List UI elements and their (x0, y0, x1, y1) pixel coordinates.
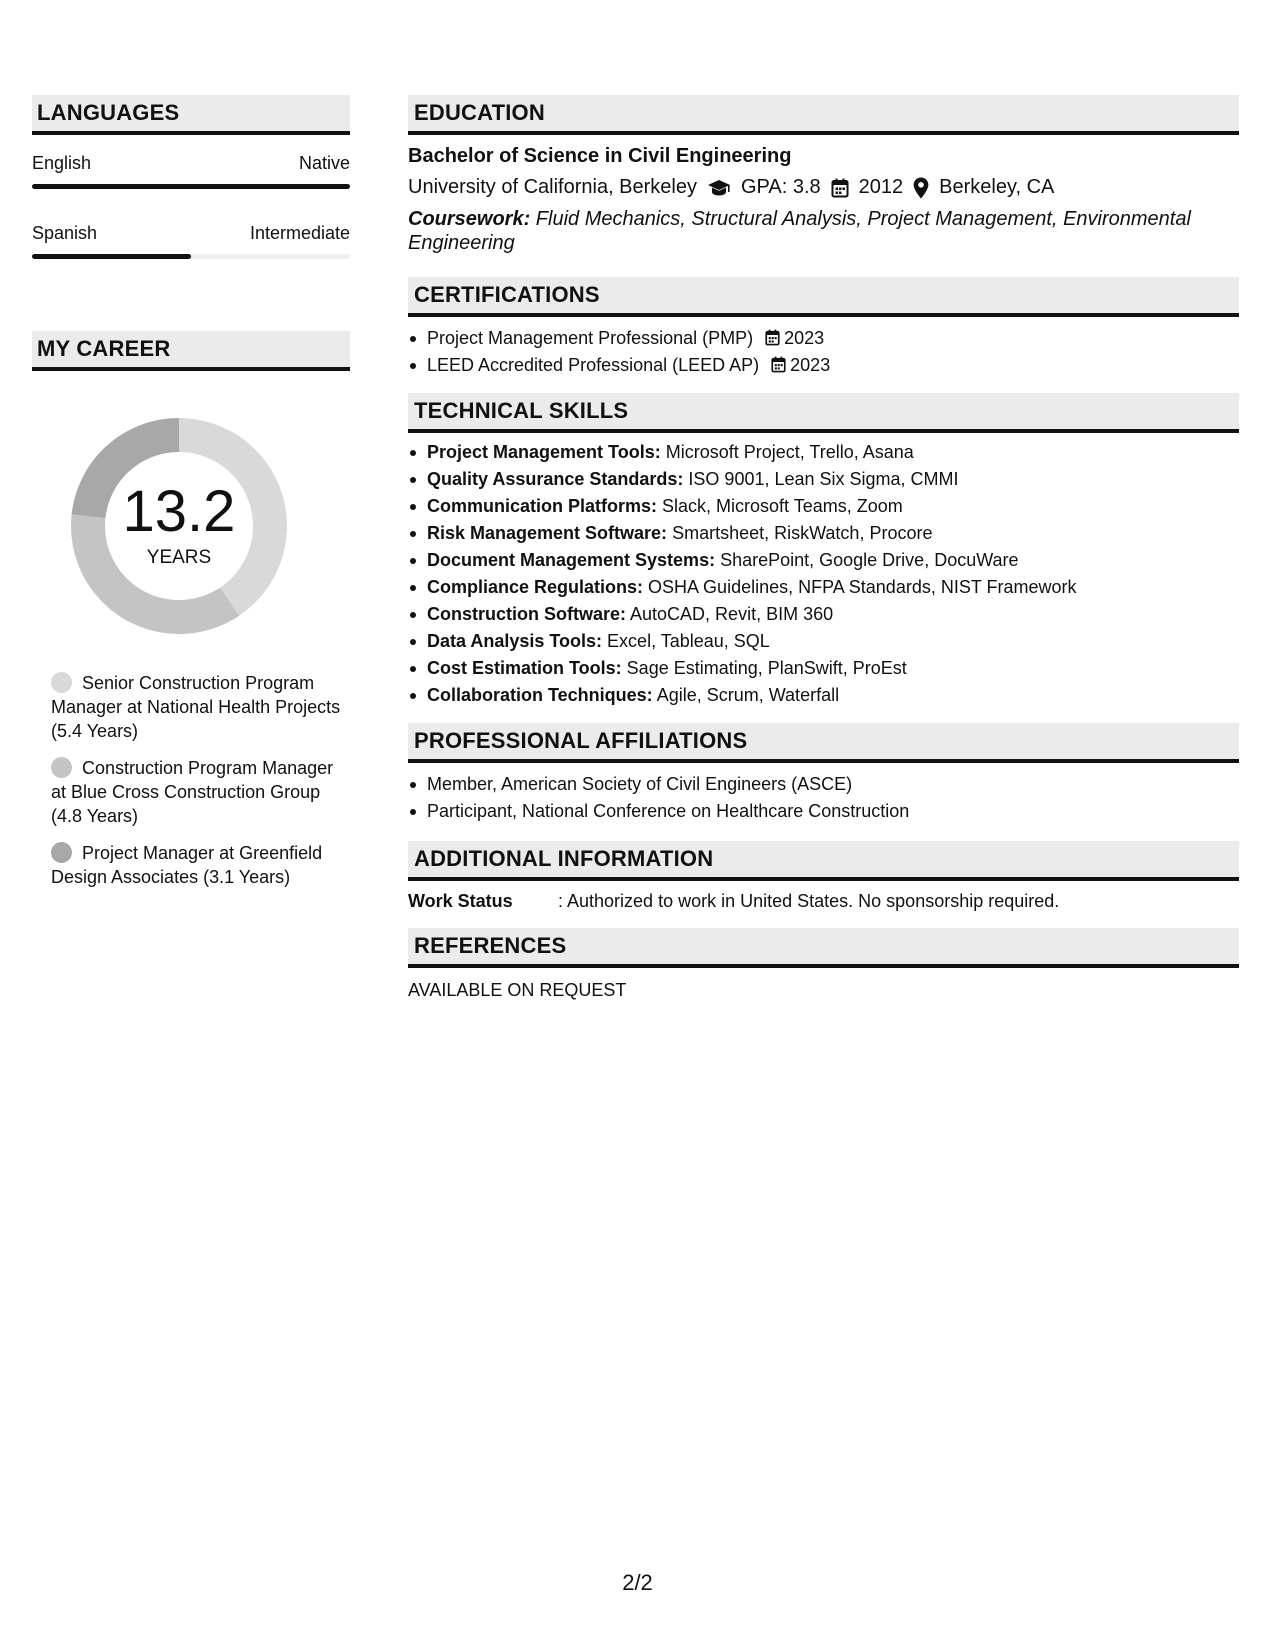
coursework (408, 207, 1239, 255)
skill-item (408, 628, 1239, 655)
additional-info-heading: ADDITIONAL INFORMATION (408, 841, 1239, 881)
career-total-unit: YEARS (146, 547, 212, 568)
page-number: 2/2 (622, 1570, 653, 1595)
language-name: English (32, 153, 92, 173)
right-column (408, 95, 1239, 1001)
skill-values: Agile, Scrum, Waterfall (652, 685, 840, 705)
skill-item (408, 574, 1239, 601)
legend-dot-icon (51, 842, 72, 863)
skill-values: Slack, Microsoft Teams, Zoom (657, 496, 903, 516)
legend-dot-icon (51, 672, 72, 693)
affiliations-list (408, 771, 1239, 825)
career-legend-item (51, 756, 341, 828)
education-heading: EDUCATION (408, 95, 1239, 135)
skill-values: Smartsheet, RiskWatch, Procore (667, 523, 933, 543)
certification-year: 2023 (790, 355, 831, 375)
skill-values: AutoCAD, Revit, BIM 360 (626, 604, 834, 624)
certification-name: Project Management Professional (PMP) (427, 328, 754, 348)
career-legend-label: Project Manager at Greenfield Design Associates (3.1 Years) (51, 843, 323, 887)
career-legend-label: Senior Construction Program Manager at National Health Projects (5.4 Years) (51, 673, 341, 741)
language-item (32, 223, 350, 259)
language-level: Intermediate (249, 223, 350, 243)
school-name: University of California, Berkeley (408, 176, 697, 198)
references-text: AVAILABLE ON REQUEST (408, 980, 627, 1000)
skill-item (408, 601, 1239, 628)
map-pin-icon (913, 177, 929, 199)
technical-skills-list (408, 439, 1239, 709)
language-proficiency-fill (32, 184, 350, 189)
work-status-label: Work Status (408, 891, 513, 911)
language-item (32, 153, 350, 189)
skill-category: Document Management Systems: (427, 550, 716, 570)
skill-item (408, 493, 1239, 520)
skill-item (408, 466, 1239, 493)
skill-values: ISO 9001, Lean Six Sigma, CMMI (683, 469, 959, 489)
affiliation-item: Member, American Society of Civil Engineers (ASCE) (408, 771, 1239, 798)
work-status (408, 891, 1239, 912)
skill-category: Construction Software: (427, 604, 627, 624)
legend-dot-icon (51, 757, 72, 778)
career-legend-item (51, 671, 341, 743)
certifications-list (408, 325, 1239, 379)
certifications-heading: CERTIFICATIONS (408, 277, 1239, 317)
career-heading: MY CAREER (32, 331, 350, 371)
skill-category: Cost Estimation Tools: (427, 658, 622, 678)
skill-category: Compliance Regulations: (427, 577, 644, 597)
affiliation-item: Participant, National Conference on Healthcare Construction (408, 798, 1239, 825)
skill-item (408, 520, 1239, 547)
degree-title: Bachelor of Science in Civil Engineering (408, 145, 792, 167)
skill-item (408, 439, 1239, 466)
career-donut-chart (64, 411, 294, 641)
calendar-icon (831, 178, 849, 198)
graduation-year: 2012 (858, 176, 904, 198)
gpa: GPA: 3.8 (741, 176, 821, 198)
graduation-cap-icon (707, 179, 731, 197)
skill-values: SharePoint, Google Drive, DocuWare (715, 550, 1019, 570)
skill-category: Collaboration Techniques: (427, 685, 653, 705)
certification-name: LEED Accredited Professional (LEED AP) (427, 355, 760, 375)
career-total-years: 13.2 (122, 479, 236, 544)
education-details (408, 176, 1239, 199)
skill-values: Microsoft Project, Trello, Asana (660, 442, 914, 462)
career-legend-item (51, 841, 341, 889)
languages-heading: LANGUAGES (32, 95, 350, 135)
affiliations-heading: PROFESSIONAL AFFILIATIONS (408, 723, 1239, 763)
coursework-list: Fluid Mechanics, Structural Analysis, Project Management, Environmental Engineering (408, 208, 1191, 254)
education-location: Berkeley, CA (939, 176, 1055, 198)
skill-item (408, 547, 1239, 574)
technical-skills-heading: TECHNICAL SKILLS (408, 393, 1239, 433)
language-proficiency-bar (32, 184, 350, 189)
work-status-value: : Authorized to work in United States. No sponsorship required. (558, 891, 1060, 911)
skill-category: Quality Assurance Standards: (427, 469, 684, 489)
calendar-icon (771, 356, 786, 373)
left-column (32, 95, 350, 902)
skill-category: Data Analysis Tools: (427, 631, 603, 651)
skill-category: Project Management Tools: (427, 442, 661, 462)
language-name: Spanish (32, 223, 98, 243)
career-legend (51, 671, 341, 889)
certification-year: 2023 (784, 328, 825, 348)
skill-values: Sage Estimating, PlanSwift, ProEst (621, 658, 907, 678)
skill-category: Risk Management Software: (427, 523, 668, 543)
certification-item (408, 325, 1239, 352)
skill-item (408, 655, 1239, 682)
references-heading: REFERENCES (408, 928, 1239, 968)
skill-values: OSHA Guidelines, NFPA Standards, NIST Framework (643, 577, 1077, 597)
coursework-label: Coursework: (408, 208, 531, 230)
career-legend-label: Construction Program Manager at Blue Cross Construction Group (4.8 Years) (51, 758, 334, 826)
skill-values: Excel, Tableau, SQL (602, 631, 770, 651)
language-level: Native (298, 153, 350, 173)
certification-item (408, 352, 1239, 379)
skill-item (408, 682, 1239, 709)
calendar-icon (765, 329, 780, 346)
language-proficiency-bar (32, 254, 350, 259)
skill-category: Communication Platforms: (427, 496, 658, 516)
language-proficiency-fill (32, 254, 191, 259)
